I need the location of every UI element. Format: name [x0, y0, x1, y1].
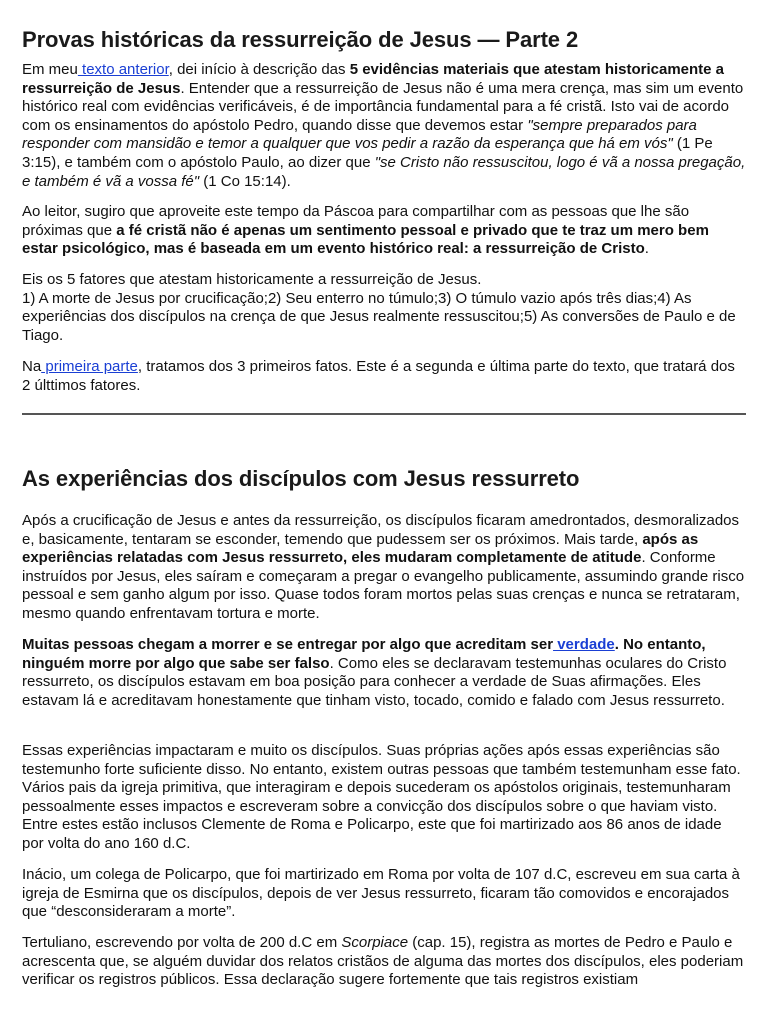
- previous-text-link[interactable]: texto anterior: [77, 61, 169, 78]
- tertullian-paragraph: [22, 934, 746, 990]
- text-run: Na: [22, 358, 42, 375]
- bold-text: 5 evidências materiais que atestam historicamente a ressurreição de Jesus: [22, 61, 725, 97]
- text-run: . Como eles se declaravam testemunhas oculares do Cristo ressurreto, os discípulos estavam em boa posição para conhecer a verdade de Suas afirmações. Eles estavam lá e acreditavam honestamente que tinham visto, tocado, comido e falado com Jesus ressurreto.: [22, 654, 727, 709]
- ignatius-paragraph: Inácio, um colega de Policarpo, que foi martirizado em Roma por volta de 107 d.C, escreveu em sua carta à igreja de Esmirna que os discípulos, depois de ver Jesus ressurreto, ficaram tão comovidos e encorajados que “desconsideraram a morte”.: [22, 866, 740, 921]
- first-part-link[interactable]: primeira parte: [41, 358, 138, 375]
- text-run: , dei início à descrição das: [168, 61, 350, 78]
- book-title: Scorpiace: [341, 934, 409, 951]
- text-run: , tratamos dos 3 primeiros fatos. Este é a segunda e última parte do texto, que tratará dos 2 últtimos fatores.: [22, 358, 735, 394]
- bold-text: Muitas pessoas chegam a morrer e se entregar por algo que acreditam ser: [22, 636, 554, 653]
- section-divider: [22, 413, 746, 415]
- factors-intro: Eis os 5 fatores que atestam historicamente a ressurreição de Jesus.: [22, 271, 482, 288]
- text-run: (cap. 15), registra as mortes de Pedro e Paulo e acrescenta que, se alguém duvidar dos relatos cristãos de alguma das mortes dos discípulos, eles poderiam verificar os registros públicos. Essa declaração sugere fortemente que tais registros existiam: [22, 934, 744, 989]
- text-run: Tertuliano, escrevendo por volta de 200 d.C em: [22, 934, 342, 951]
- text-run: Em meu: [22, 61, 78, 78]
- truth-paragraph: [22, 636, 746, 710]
- text-run: (1 Pe 3:15), e também com o apóstolo Paulo, ao dizer que: [22, 135, 713, 171]
- quote-paul: "se Cristo não ressuscitou, logo é vã a nossa pregação, e também é vã a vossa fé": [22, 153, 746, 190]
- intro-paragraph: [22, 61, 746, 191]
- truth-link[interactable]: [553, 636, 615, 653]
- bold-text: a fé cristã não é apenas um sentimento pessoal e privado que te traz um mero bem estar psicológico, mas é baseada em um evento histórico real: a ressurreição de Cristo: [22, 221, 709, 258]
- link-text: verdade: [553, 636, 615, 653]
- text-run: Após a crucificação de Jesus e antes da ressurreição, os discípulos ficaram amedrontados, desmoralizados e, basicamente, tentaram se esconder, temendo que pudessem ser os próximos. Mais tarde,: [22, 512, 740, 548]
- reader-paragraph: [22, 203, 746, 259]
- factors-list: 1) A morte de Jesus por crucificação;2) Seu enterro no túmulo;3) O túmulo vazio após três dias;4) As experiências dos discípulos na crença de que Jesus realmente ressuscitou;5) As conversões de Paulo e de Tiago.: [22, 289, 736, 344]
- text-run: . Conforme instruídos por Jesus, eles saíram e começaram a pregar o evangelho publicamente, assumindo grande risco pessoal e sem ganho algum por isso. Quase todos foram mortos pelas suas crenças e nunca se retrataram, mesmo quando enfrentavam tortura e morte.: [22, 549, 745, 622]
- text-run: . Entender que a ressurreição de Jesus não é uma mera crença, mas sim um evento histórico real com evidências verificáveis, é de importância fundamental para a fé cristã. Isto vai de acordo com os ensinamentos do apóstolo Pedro, quando disse que devemos estar: [22, 79, 744, 134]
- text-run: (1 Co 15:14).: [199, 172, 291, 190]
- factors-paragraph: [22, 271, 746, 345]
- bold-text: após as experiências relatadas com Jesus ressurreto, eles mudaram completamente de atitude: [22, 530, 699, 567]
- disciples-paragraph: [22, 512, 746, 624]
- page-title: Provas históricas da ressurreição de Jesus — Parte 2: [22, 27, 579, 52]
- quote-peter: "sempre preparados para responder com mansidão e temor a qualquer que vos pedir a razão da esperança que há em vós": [22, 116, 697, 153]
- section-heading: As experiências dos discípulos com Jesus ressurreto: [22, 466, 580, 491]
- text-run: .: [644, 240, 649, 258]
- impact-paragraph: Essas experiências impactaram e muito os discípulos. Suas próprias ações após essas experiências são testemunho forte suficiente disso. No entanto, existem outras pessoas que também testemunham esse fato. Vários pais da igreja primitiva, que interagiram e depois sucederam os apóstolos originais, testemunharam pessoalmente esses impactos e escreveram sobre a convicção dos discípulos sobre o que haviam visto. Entre estes estão inclusos Clemente de Roma e Policarpo, este que foi martirizado aos 86 anos de idade por volta do ano 160 d.C.: [22, 742, 741, 852]
- bold-text: . No entanto, ninguém morre por algo que sabe ser falso: [22, 636, 706, 672]
- part-note-paragraph: [22, 358, 746, 395]
- text-run: Ao leitor, sugiro que aproveite este tempo da Páscoa para compartilhar com as pessoas que lhe são próximas que: [22, 203, 690, 239]
